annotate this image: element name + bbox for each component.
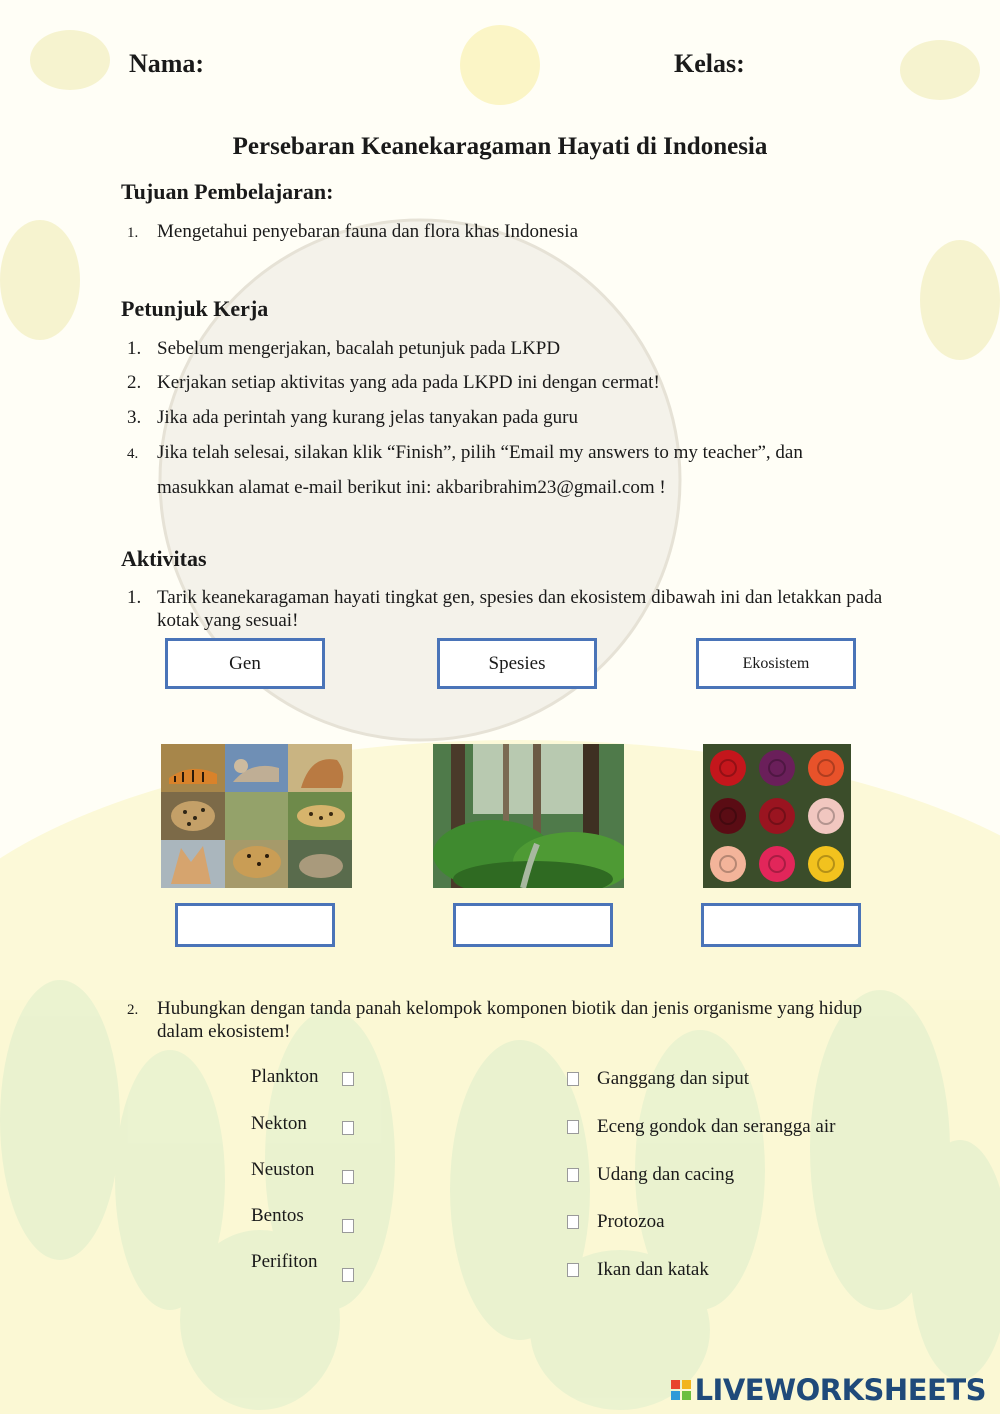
match-left-connector[interactable] bbox=[342, 1170, 354, 1184]
question-2: 2. Hubungkan dengan tanda panah kelompok komponen biotik dan jenis organisme yang hidup dalam ekosistem! bbox=[127, 998, 863, 1042]
match-left-connector[interactable] bbox=[342, 1072, 354, 1086]
match-left-connector[interactable] bbox=[342, 1219, 354, 1233]
objective-item: 1. Mengetahui penyebaran fauna dan flora khas Indonesia bbox=[127, 221, 578, 242]
match-right-connector[interactable] bbox=[567, 1120, 579, 1134]
instruction-item: 2. Kerjakan setiap aktivitas yang ada pada LKPD ini dengan cermat! bbox=[127, 372, 660, 393]
drag-option-ekosistem[interactable]: Ekosistem bbox=[696, 638, 856, 689]
match-right-item: Protozoa bbox=[597, 1211, 665, 1232]
drop-target-2[interactable] bbox=[453, 903, 613, 947]
match-right-item: Udang dan cacing bbox=[597, 1164, 735, 1185]
instruction-item: 3. Jika ada perintah yang kurang jelas tanyakan pada guru bbox=[127, 407, 579, 428]
match-left-item: Perifiton bbox=[251, 1251, 318, 1272]
instructions-heading: Petunjuk Kerja bbox=[121, 296, 269, 321]
match-right-connector[interactable] bbox=[567, 1263, 579, 1277]
match-left-item: Neuston bbox=[251, 1159, 315, 1180]
match-right-connector[interactable] bbox=[567, 1072, 579, 1086]
objectives-heading: Tujuan Pembelajaran: bbox=[121, 179, 334, 204]
drag-option-gen[interactable]: Gen bbox=[165, 638, 325, 689]
forest-image bbox=[433, 744, 624, 888]
match-right-connector[interactable] bbox=[567, 1215, 579, 1229]
match-right-item: Ikan dan katak bbox=[597, 1259, 709, 1280]
class-label: Kelas: bbox=[674, 49, 745, 78]
match-right-connector[interactable] bbox=[567, 1168, 579, 1182]
instruction-item: 4. Jika telah selesai, silakan klik “Finish”, pilih “Email my answers to my teacher”, dan bbox=[127, 442, 803, 463]
question-1: 1. Tarik keanekaragaman hayati tingkat gen, spesies dan ekosistem dibawah ini dan letakkan pada kotak yang sesuai! bbox=[127, 587, 883, 631]
match-right-item: Eceng gondok dan serangga air bbox=[597, 1116, 836, 1137]
roses-collage-image bbox=[703, 744, 851, 888]
wild-cats-collage-image bbox=[161, 744, 352, 888]
drag-option-spesies[interactable]: Spesies bbox=[437, 638, 597, 689]
match-left-connector[interactable] bbox=[342, 1268, 354, 1282]
match-left-item: Bentos bbox=[251, 1205, 304, 1226]
match-left-item: Nekton bbox=[251, 1113, 307, 1134]
match-left-item: Plankton bbox=[251, 1066, 319, 1087]
match-left-connector[interactable] bbox=[342, 1121, 354, 1135]
instruction-item: 1. Sebelum mengerjakan, bacalah petunjuk pada LKPD bbox=[127, 338, 561, 359]
instruction-item-continued: masukkan alamat e-mail berikut ini: akbaribrahim23@gmail.com ! bbox=[157, 477, 666, 498]
liveworksheets-logo bbox=[671, 1373, 986, 1407]
drop-target-3[interactable] bbox=[701, 903, 861, 947]
match-right-item: Ganggang dan siput bbox=[597, 1068, 749, 1089]
liveworksheets-logo-text: LIVEWORKSHEETS bbox=[694, 1373, 986, 1407]
drop-target-1[interactable] bbox=[175, 903, 335, 947]
name-label: Nama: bbox=[129, 49, 205, 78]
page-title: Persebaran Keanekaragaman Hayati di Indonesia bbox=[232, 133, 768, 160]
liveworksheets-logo-icon bbox=[671, 1380, 691, 1400]
activities-heading: Aktivitas bbox=[121, 546, 207, 571]
